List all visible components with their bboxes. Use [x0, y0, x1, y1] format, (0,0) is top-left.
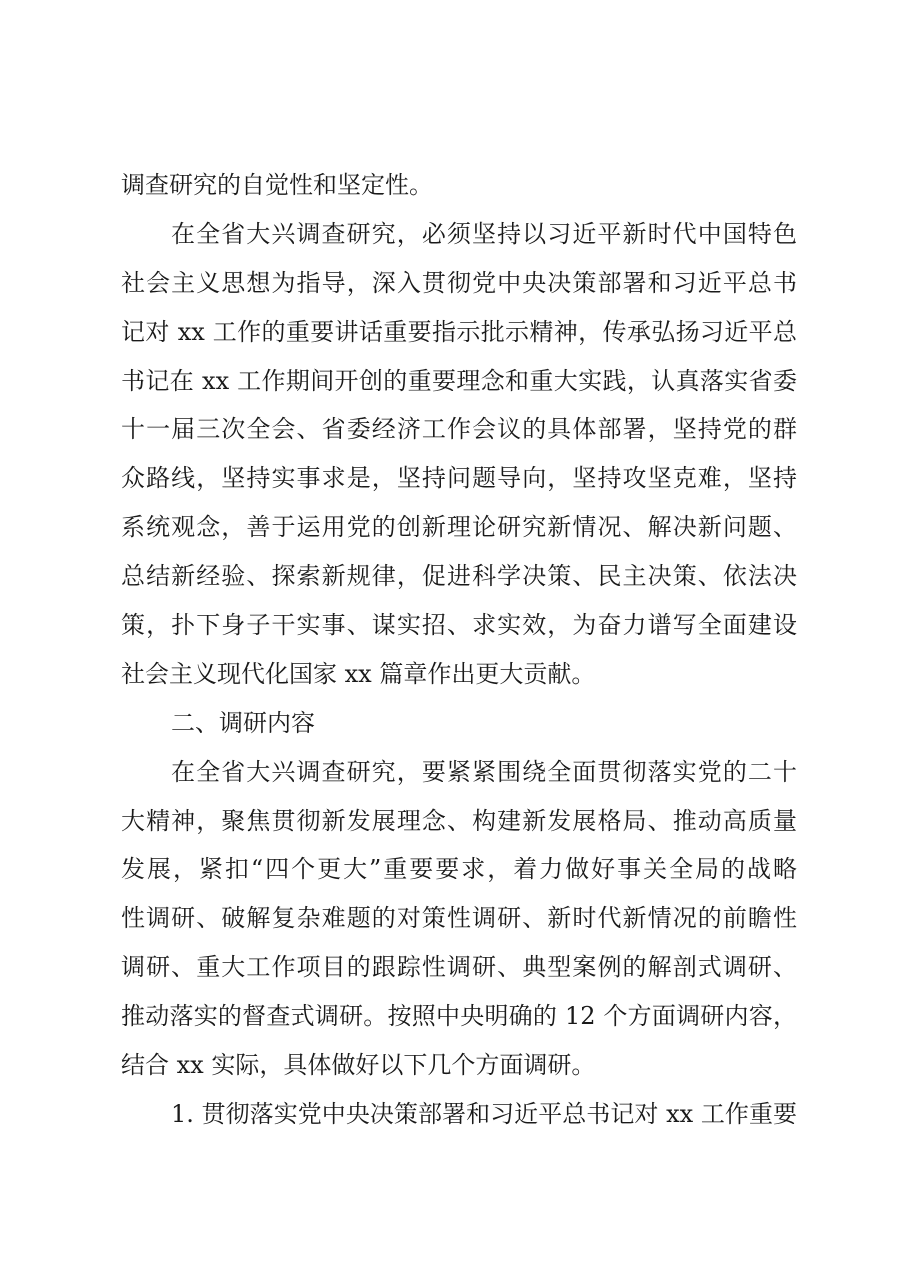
- paragraph-line: 众路线，坚持实事求是，坚持问题导向，坚持攻坚克难，坚持: [121, 464, 797, 493]
- paragraph-line: 在全省大兴调查研究，要紧紧围绕全面贯彻落实党的二十: [171, 757, 797, 786]
- paragraph-line: 策，扑下身子干实事、谋实招、求实效，为奋力谱写全面建设: [121, 611, 797, 640]
- paragraph-line: 社会主义现代化国家 xx 篇章作出更大贡献。: [121, 659, 596, 688]
- paragraph-line: 总结新经验、探索新规律，促进科学决策、民主决策、依法决: [121, 562, 797, 591]
- paragraph-line: 调研、重大工作项目的跟踪性调研、典型案例的解剖式调研、: [121, 953, 797, 982]
- section-heading: 二、调研内容: [171, 708, 315, 737]
- paragraph-line: 推动落实的督查式调研。按照中央明确的 12 个方面调研内容，: [121, 1002, 797, 1031]
- paragraph-line: 结合 xx 实际，具体做好以下几个方面调研。: [121, 1051, 596, 1080]
- paragraph-line: 发展，紧扣“四个更大”重要要求，着力做好事关全局的战略: [121, 855, 797, 884]
- paragraph-line: 系统观念，善于运用党的创新理论研究新情况、解决新问题、: [121, 513, 797, 542]
- body-text: [121, 161, 797, 1139]
- paragraph-line: 大精神，聚焦贯彻新发展理念、构建新发展格局、推动高质量: [121, 806, 797, 835]
- numbered-item-line: 1. 贯彻落实党中央决策部署和习近平总书记对 xx 工作重要: [171, 1099, 797, 1128]
- paragraph-line: 记对 xx 工作的重要讲话重要指示批示精神，传承弘扬习近平总: [121, 317, 797, 346]
- paragraph-line: 十一届三次全会、省委经济工作会议的具体部署，坚持党的群: [121, 415, 797, 444]
- paragraph-line: 调查研究的自觉性和坚定性。: [121, 171, 433, 199]
- paragraph-line: 性调研、破解复杂难题的对策性调研、新时代新情况的前瞻性: [121, 904, 797, 933]
- paragraph-line: 书记在 xx 工作期间开创的重要理念和重大实践，认真落实省委: [121, 366, 797, 395]
- paragraph-line: 社会主义思想为指导，深入贯彻党中央决策部署和习近平总书: [121, 268, 797, 297]
- paragraph-line: 在全省大兴调查研究，必须坚持以习近平新时代中国特色: [171, 219, 797, 248]
